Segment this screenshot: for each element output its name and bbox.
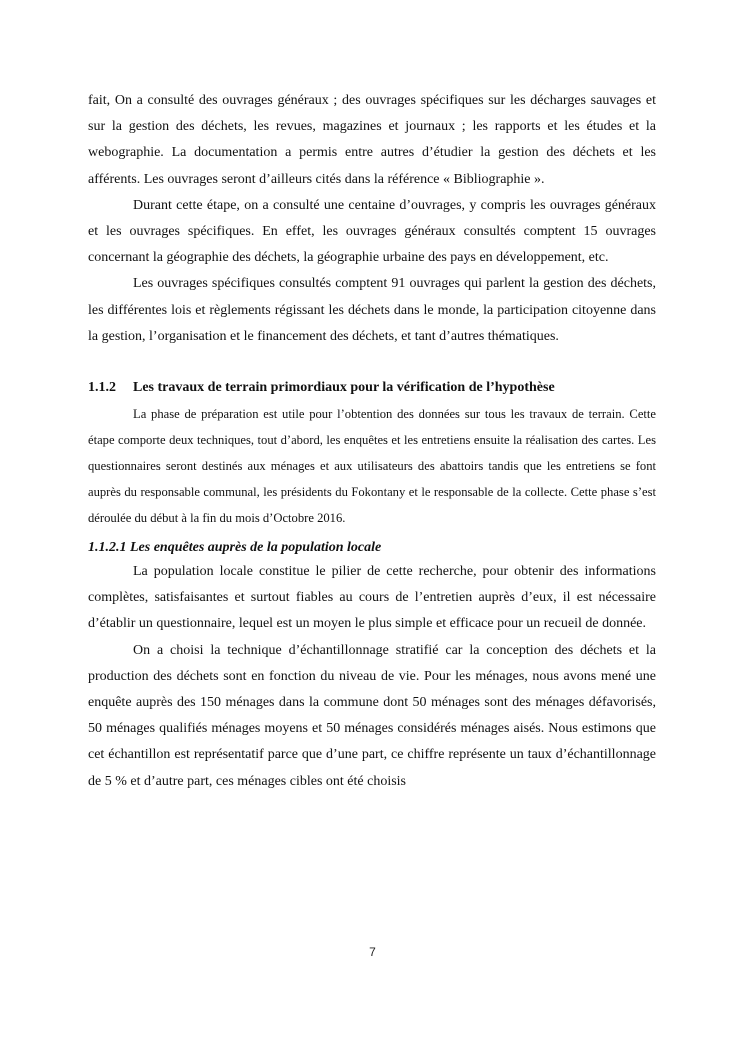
body-paragraph: Les ouvrages spécifiques consultés comptent 91 ouvrages qui parlent la gestion des déchets, les différentes lois et règlements régissant les déchets dans le monde, la participation citoyenne dans la gestion, l’organisation et le financement des déchets, et tant d’autres thématiques.: [88, 276, 656, 344]
section-paragraph: La phase de préparation est utile pour l’obtention des données sur tous les travaux de terrain. Cette étape comporte deux techniques, tout d’abord, les enquêtes et les entretiens ensuite la réalisation des cartes. Les questionnaires seront destinés aux ménages et aux utilisateurs des abattoirs tandis que les entretiens se font auprès du responsable communal, les présidents du Fokontany et le responsable de la collecte. Cette phase s’est déroulée du début à la fin du mois d’Octobre 2016.: [88, 407, 656, 526]
section-number: 1.1.2: [88, 380, 116, 396]
section-heading: [88, 375, 656, 401]
body-paragraph: Durant cette étape, on a consulté une centaine d’ouvrages, y compris les ouvrages généraux et les ouvrages spécifiques. En effet, les ouvrages généraux consultés comptent 15 ouvrages concernant la géographie des déchets, la géographie urbaine des pays en développement, etc.: [88, 197, 656, 266]
section-spacer: [88, 350, 656, 375]
page-body: [88, 88, 656, 795]
section-title: Les travaux de terrain primordiaux pour la vérification de l’hypothèse: [133, 380, 555, 396]
body-paragraph: La population locale constitue le pilier de cette recherche, pour obtenir des informations complètes, satisfaisantes et surtout fiables au cours de l’entretien auprès d’eux, il est nécessaire d’établir un questionnaire, lequel est un moyen le plus simple et efficace pour un recueil de donnée.: [88, 564, 656, 632]
subsection-heading: 1.1.2.1 Les enquêtes auprès de la population locale: [88, 540, 382, 556]
body-paragraph: fait, On a consulté des ouvrages généraux ; des ouvrages spécifiques sur les décharges sauvages et sur la gestion des déchets, les revues, magazines et journaux ; les rapports et les études et la webographie. La documentation a permis entre autres d’étudier la gestion des déchets et les afférents. Les ouvrages seront d’ailleurs cités dans la référence « Bibliographie ».: [88, 93, 656, 187]
page-number: 7: [369, 945, 376, 959]
body-paragraph: On a choisi la technique d’échantillonnage stratifié car la conception des déchets et la production des déchets sont en fonction du niveau de vie. Pour les ménages, nous avons mené une enquête auprès des 150 ménages dans la commune dont 50 ménages sont des ménages défavorisés, 50 ménages qualifiés ménages moyens et 50 ménages considérés ménages aisés. Nous estimons que cet échantillon est représentatif parce que d’une part, ce chiffre représente un taux d’échantillonnage de 5 % et d’autre part, ces ménages cibles ont été choisis: [88, 642, 656, 789]
